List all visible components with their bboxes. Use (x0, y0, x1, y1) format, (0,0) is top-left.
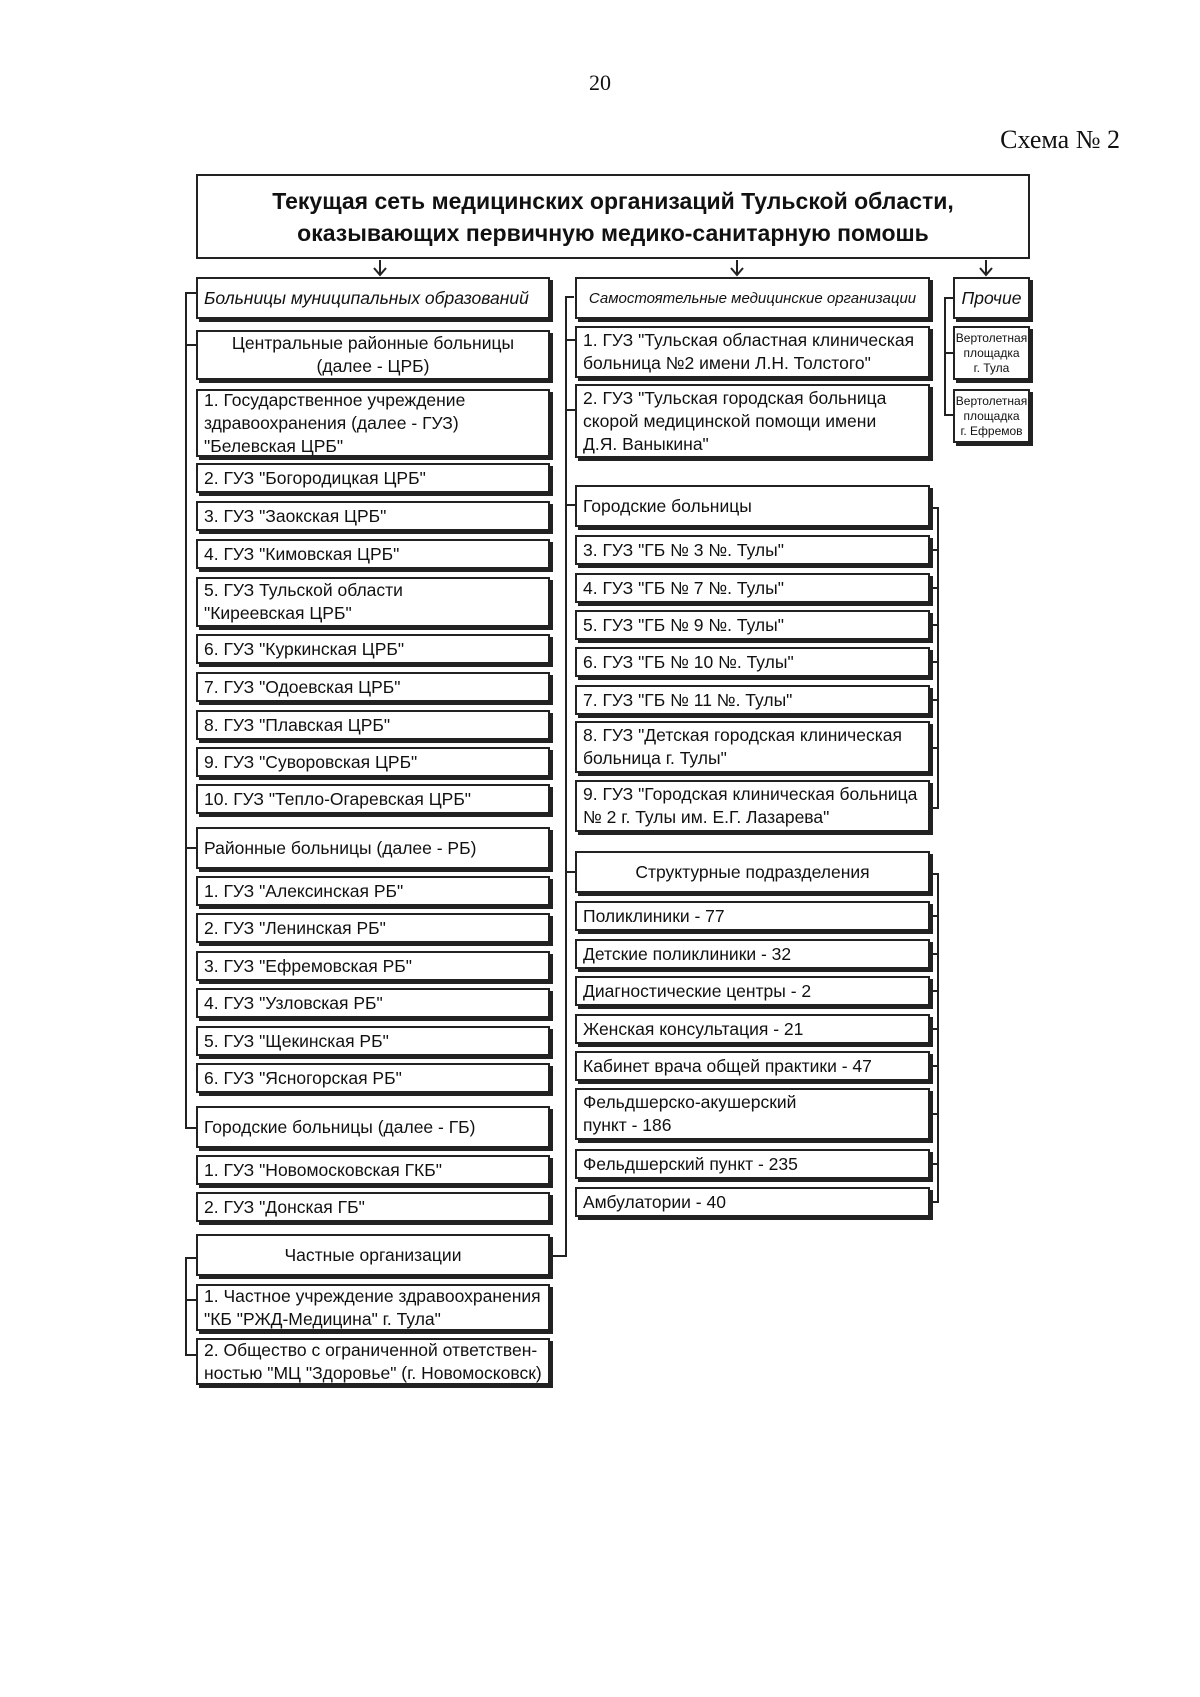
page-number: 20 (589, 70, 611, 95)
rb-item-4: 4. ГУЗ "Узловская РБ" (196, 988, 550, 1018)
structural-unit-item-5: Кабинет врача общей практики - 47 (575, 1051, 930, 1081)
private-orgs-header: Частные организации (196, 1234, 550, 1276)
city-hospital-item-4: 6. ГУЗ "ГБ № 10 №. Тулы" (575, 647, 930, 677)
crb-item-1: 1. Государственное учреждение здравоохранения (далее - ГУЗ) "Белевская ЦРБ" (196, 389, 550, 457)
rb-group-header: Районные больницы (далее - РБ) (196, 827, 550, 869)
other-orgs-header: Прочие (953, 277, 1030, 319)
structural-unit-item-3: Диагностические центры - 2 (575, 976, 930, 1006)
independent-orgs-header: Самостоятельные медицинские организации (575, 277, 930, 319)
independent-item-2: 2. ГУЗ "Тульская городская больница скорой медицинской помощи имени Д.Я. Ваныкина" (575, 384, 930, 458)
structural-unit-item-4: Женская консультация - 21 (575, 1014, 930, 1044)
crb-item-10: 10. ГУЗ "Тепло-Огаревская ЦРБ" (196, 784, 550, 814)
structural-unit-item-6: Фельдшерско-акушерский пункт - 186 (575, 1088, 930, 1140)
city-hospital-item-3: 5. ГУЗ "ГБ № 9 №. Тулы" (575, 610, 930, 640)
structural-unit-item-2: Детские поликлиники - 32 (575, 939, 930, 969)
gb-item-2: 2. ГУЗ "Донская ГБ" (196, 1192, 550, 1222)
private-item-1: 1. Частное учреждение здравоохранения "КБ "РЖД-Медицина" г. Тула" (196, 1284, 550, 1331)
structural-units-header: Структурные подразделения (575, 851, 930, 893)
independent-item-1: 1. ГУЗ "Тульская областная клиническая больница №2 имени Л.Н. Толстого" (575, 326, 930, 378)
crb-item-2: 2. ГУЗ "Богородицкая ЦРБ" (196, 463, 550, 493)
city-hospital-item-2: 4. ГУЗ "ГБ № 7 №. Тулы" (575, 573, 930, 603)
city-hospital-item-7: 9. ГУЗ "Городская клиническая больница № 2 г. Тулы им. Е.Г. Лазарева" (575, 780, 930, 832)
crb-item-7: 7. ГУЗ "Одоевская ЦРБ" (196, 672, 550, 702)
crb-group-header: Центральные районные больницы (далее - ЦРБ) (196, 330, 550, 380)
rb-item-3: 3. ГУЗ "Ефремовская РБ" (196, 951, 550, 981)
crb-item-5: 5. ГУЗ Тульской области "Киреевская ЦРБ" (196, 577, 550, 627)
scheme-label: Схема № 2 (1000, 125, 1120, 154)
city-hospital-item-1: 3. ГУЗ "ГБ № 3 №. Тулы" (575, 535, 930, 565)
city-hospital-item-6: 8. ГУЗ "Детская городская клиническая больница г. Тулы" (575, 721, 930, 773)
rb-item-2: 2. ГУЗ "Ленинская РБ" (196, 913, 550, 943)
helipad-item-2: Вертолетная площадка г. Ефремов (953, 389, 1030, 443)
private-item-2: 2. Общество с ограниченной ответствен- ностью "МЦ "Здоровье" (г. Новомосковск) (196, 1338, 550, 1385)
city-hospital-item-5: 7. ГУЗ "ГБ № 11 №. Тулы" (575, 685, 930, 715)
structural-unit-item-8: Амбулатории - 40 (575, 1187, 930, 1217)
crb-item-3: 3. ГУЗ "Заокская ЦРБ" (196, 501, 550, 531)
diagram-title: Текущая сеть медицинских организаций Тульской области, оказывающих первичную медико-санитарную помошь (196, 174, 1030, 259)
rb-item-1: 1. ГУЗ "Алексинская РБ" (196, 876, 550, 906)
structural-unit-item-1: Поликлиники - 77 (575, 901, 930, 931)
crb-item-9: 9. ГУЗ "Суворовская ЦРБ" (196, 747, 550, 777)
crb-item-4: 4. ГУЗ "Кимовская ЦРБ" (196, 539, 550, 569)
structural-unit-item-7: Фельдшерский пункт - 235 (575, 1149, 930, 1179)
rb-item-5: 5. ГУЗ "Щекинская РБ" (196, 1026, 550, 1056)
city-hospitals-header: Городские больницы (575, 485, 930, 527)
rb-item-6: 6. ГУЗ "Ясногорская РБ" (196, 1063, 550, 1093)
helipad-item-1: Вертолетная площадка г. Тула (953, 326, 1030, 380)
crb-item-6: 6. ГУЗ "Куркинская ЦРБ" (196, 634, 550, 664)
gb-group-header: Городские больницы (далее - ГБ) (196, 1106, 550, 1148)
municipal-hospitals-header: Больницы муниципальных образований (196, 277, 550, 319)
gb-item-1: 1. ГУЗ "Новомосковская ГКБ" (196, 1155, 550, 1185)
crb-item-8: 8. ГУЗ "Плавская ЦРБ" (196, 710, 550, 740)
